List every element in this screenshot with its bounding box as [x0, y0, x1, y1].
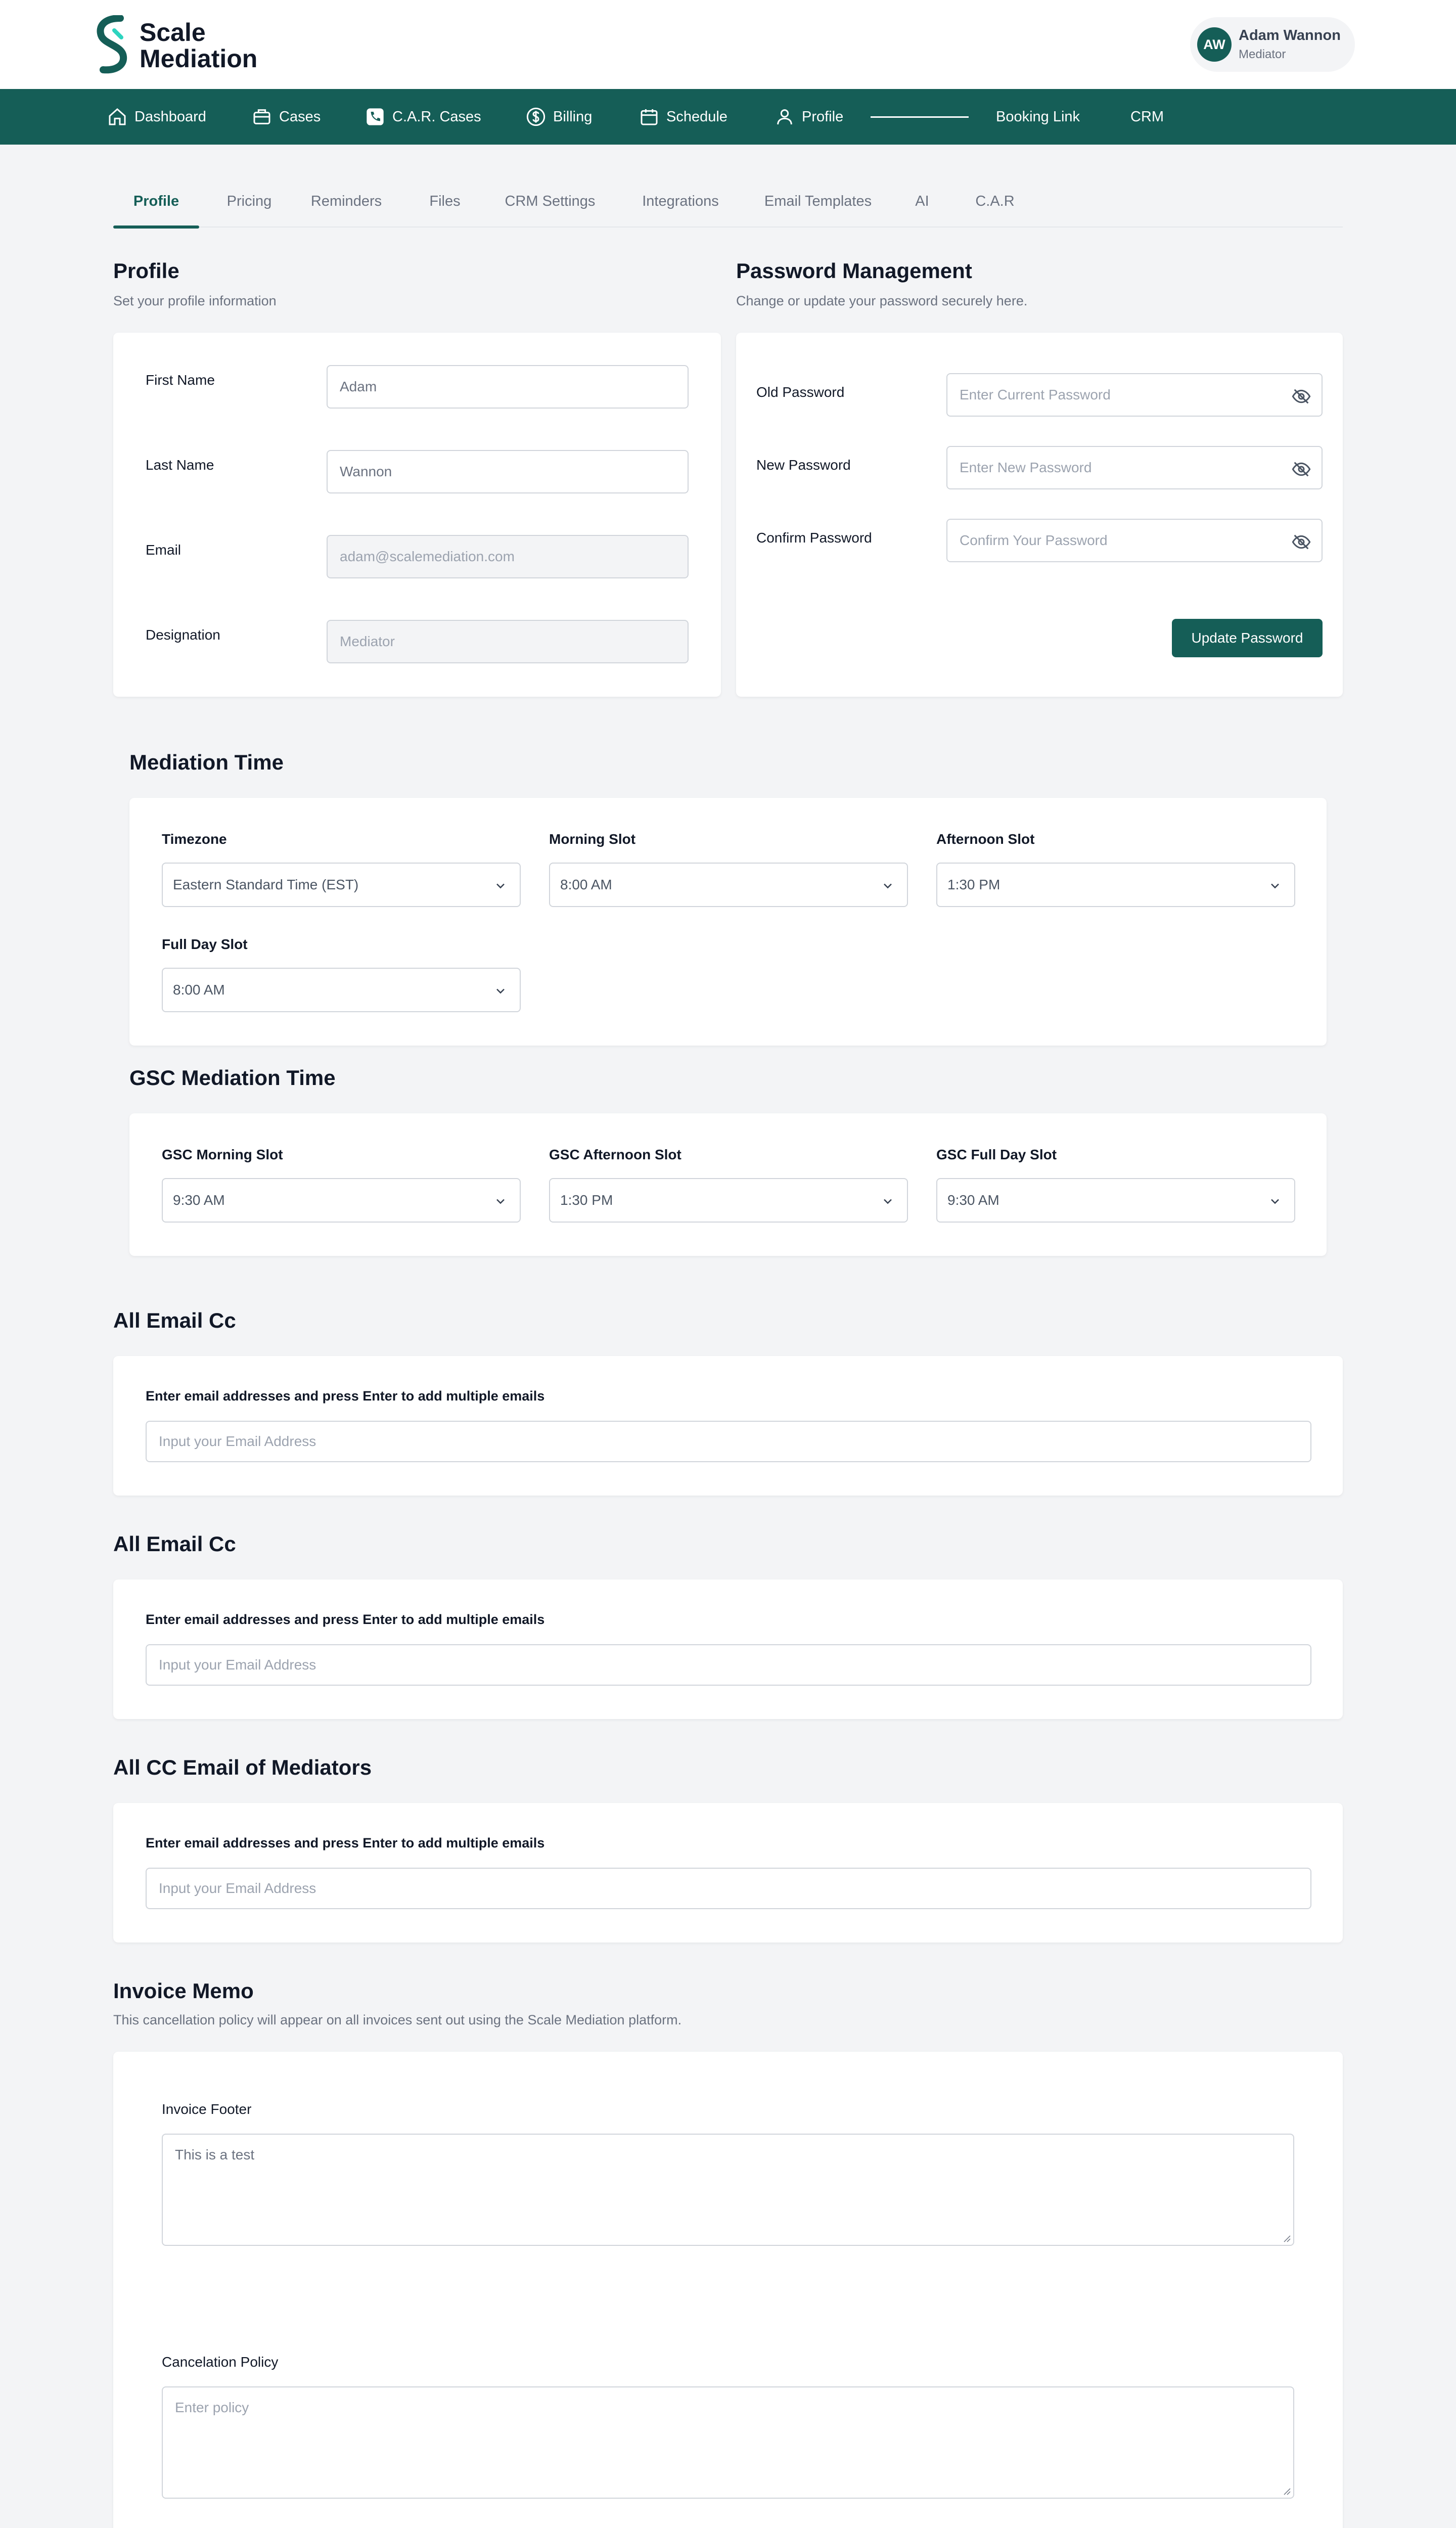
full-day-slot-label: Full Day Slot — [162, 936, 248, 952]
nav-active-indicator — [871, 116, 969, 118]
cancelation-policy-textarea[interactable] — [162, 2386, 1294, 2499]
gsc-morning-slot-label: GSC Morning Slot — [162, 1147, 283, 1162]
nav-item-cases[interactable] — [252, 89, 321, 145]
tab-files[interactable]: Files — [429, 193, 461, 209]
confirm-password-label: Confirm Password — [756, 530, 872, 546]
email-cc-card — [113, 1356, 1343, 1496]
full-day-slot-value: 8:00 AM — [173, 982, 225, 998]
cancelation-policy-placeholder: Enter policy — [175, 2400, 249, 2415]
nav-item-label: CRM — [1130, 108, 1164, 125]
nav-item-billing[interactable] — [526, 89, 592, 145]
chevron-down-icon — [493, 1194, 508, 1208]
nav-item-label: Schedule — [666, 108, 727, 125]
timezone-value: Eastern Standard Time (EST) — [173, 877, 359, 892]
confirm-password-placeholder: Confirm Your Password — [960, 532, 1108, 548]
chevron-down-icon — [1268, 1194, 1282, 1208]
user-menu[interactable] — [1190, 17, 1355, 72]
gsc-afternoon-slot-value: 1:30 PM — [560, 1192, 613, 1208]
gsc-full-day-slot-value: 9:30 AM — [947, 1192, 999, 1208]
morning-slot-select[interactable] — [549, 863, 908, 907]
gsc-full-day-slot-label: GSC Full Day Slot — [936, 1147, 1057, 1162]
briefcase-icon — [252, 107, 272, 127]
nav-item-label: Dashboard — [134, 108, 206, 125]
tab-car[interactable]: C.A.R — [975, 193, 1015, 209]
timezone-label: Timezone — [162, 831, 227, 847]
tab-pricing[interactable]: Pricing — [226, 193, 272, 209]
gsc-time-title: GSC Mediation Time — [129, 1066, 336, 1090]
email-cc-2-card — [113, 1579, 1343, 1719]
mediator-cc-title: All CC Email of Mediators — [113, 1755, 372, 1779]
mediation-time-title: Mediation Time — [129, 750, 284, 774]
chevron-down-icon — [1268, 879, 1282, 893]
nav-item-dashboard[interactable] — [107, 89, 206, 145]
nav-item-label: Profile — [802, 108, 844, 125]
new-password-placeholder: Enter New Password — [960, 460, 1092, 475]
afternoon-slot-label: Afternoon Slot — [936, 831, 1035, 847]
afternoon-slot-value: 1:30 PM — [947, 877, 1000, 892]
email-label: Email — [146, 542, 181, 558]
chevron-down-icon — [493, 879, 508, 893]
email-cc-2-title: All Email Cc — [113, 1532, 236, 1556]
profile-title: Profile — [113, 259, 179, 283]
nav-item-label: Booking Link — [996, 108, 1080, 125]
nav-item-booking-link[interactable] — [996, 89, 1080, 145]
user-role: Mediator — [1239, 48, 1286, 61]
resize-handle-icon[interactable] — [1281, 2486, 1291, 2496]
settings-tabs — [113, 175, 1343, 228]
update-password-button[interactable]: Update Password — [1172, 619, 1323, 657]
email-cc-2-label: Enter email addresses and press Enter to add multiple emails — [146, 1612, 545, 1627]
afternoon-slot-select[interactable] — [936, 863, 1295, 907]
email-cc-2-input[interactable]: Input your Email Address — [146, 1644, 1311, 1686]
profile-subtitle: Set your profile information — [113, 293, 277, 308]
email-cc-title: All Email Cc — [113, 1308, 236, 1332]
old-password-placeholder: Enter Current Password — [960, 387, 1111, 402]
invoice-memo-title: Invoice Memo — [113, 1979, 254, 2003]
resize-handle-icon[interactable] — [1281, 2233, 1291, 2243]
gsc-morning-slot-select[interactable] — [162, 1178, 521, 1223]
avatar: AW — [1197, 27, 1232, 62]
mediation-time-card — [129, 798, 1327, 1046]
brand-line-2: Mediation — [140, 44, 258, 73]
password-subtitle: Change or update your password securely here. — [736, 293, 1028, 308]
nav-item-label: Billing — [553, 108, 593, 125]
eye-off-icon[interactable] — [1291, 386, 1311, 407]
eye-off-icon[interactable] — [1291, 532, 1311, 552]
last-name-label: Last Name — [146, 457, 214, 473]
logo-mark-icon — [94, 15, 129, 74]
tab-reminders[interactable]: Reminders — [310, 193, 382, 209]
user-name: Adam Wannon — [1239, 27, 1341, 43]
email-field: adam@scalemediation.com — [327, 535, 689, 578]
full-day-slot-select[interactable] — [162, 968, 521, 1012]
gsc-afternoon-slot-label: GSC Afternoon Slot — [549, 1147, 681, 1162]
profile-card — [113, 333, 721, 697]
email-cc-input[interactable]: Input your Email Address — [146, 1421, 1311, 1462]
cancelation-policy-label: Cancelation Policy — [162, 2354, 279, 2370]
mediator-cc-card — [113, 1803, 1343, 1943]
tab-email-templates[interactable]: Email Templates — [764, 193, 872, 209]
eye-off-icon[interactable] — [1291, 459, 1311, 479]
invoice-footer-textarea[interactable] — [162, 2134, 1294, 2246]
last-name-field[interactable]: Wannon — [327, 450, 689, 493]
dollar-icon — [526, 107, 546, 127]
morning-slot-value: 8:00 AM — [560, 877, 612, 892]
invoice-memo-subtitle: This cancellation policy will appear on all invoices sent out using the Scale Mediation platform. — [113, 2012, 682, 2027]
password-card — [736, 333, 1343, 697]
brand-logo[interactable] — [94, 15, 276, 74]
designation-label: Designation — [146, 627, 220, 643]
chevron-down-icon — [881, 879, 895, 893]
chevron-down-icon — [881, 1194, 895, 1208]
confirm-password-input[interactable] — [946, 519, 1323, 562]
first-name-field[interactable]: Adam — [327, 365, 689, 409]
phone-icon — [365, 107, 385, 127]
nav-item-car-cases[interactable] — [365, 89, 481, 145]
email-cc-label: Enter email addresses and press Enter to add multiple emails — [146, 1388, 545, 1404]
nav-item-profile[interactable] — [775, 89, 843, 145]
invoice-footer-label: Invoice Footer — [162, 2101, 252, 2117]
nav-item-crm[interactable] — [1130, 89, 1164, 145]
tab-ai[interactable]: AI — [915, 193, 929, 209]
designation-field: Mediator — [327, 620, 689, 663]
invoice-footer-value: This is a test — [175, 2147, 255, 2162]
gsc-full-day-slot-select[interactable] — [936, 1178, 1295, 1223]
home-icon — [107, 107, 127, 127]
mediator-cc-label: Enter email addresses and press Enter to add multiple emails — [146, 1835, 545, 1850]
timezone-select[interactable] — [162, 863, 521, 907]
tab-integrations[interactable]: Integrations — [642, 193, 719, 209]
calendar-icon — [639, 107, 659, 127]
mediator-cc-input[interactable]: Input your Email Address — [146, 1868, 1311, 1909]
nav-item-schedule[interactable] — [639, 89, 727, 145]
new-password-label: New Password — [756, 457, 851, 473]
gsc-time-card — [129, 1113, 1327, 1256]
old-password-label: Old Password — [756, 384, 845, 400]
password-title: Password Management — [736, 259, 972, 283]
nav-item-label: Cases — [279, 108, 321, 125]
user-icon — [775, 107, 795, 127]
old-password-input[interactable] — [946, 373, 1323, 417]
morning-slot-label: Morning Slot — [549, 831, 636, 847]
nav-item-label: C.A.R. Cases — [392, 108, 481, 125]
tab-crm-settings[interactable]: CRM Settings — [505, 193, 596, 209]
tab-profile[interactable]: Profile — [113, 175, 199, 228]
first-name-label: First Name — [146, 372, 215, 388]
brand-line-1: Scale — [140, 18, 206, 47]
new-password-input[interactable] — [946, 446, 1323, 489]
main-nav — [0, 89, 1456, 145]
app-header — [0, 0, 1456, 89]
invoice-memo-card — [113, 2052, 1343, 2528]
chevron-down-icon — [493, 984, 508, 998]
gsc-morning-slot-value: 9:30 AM — [173, 1192, 225, 1208]
gsc-afternoon-slot-select[interactable] — [549, 1178, 908, 1223]
